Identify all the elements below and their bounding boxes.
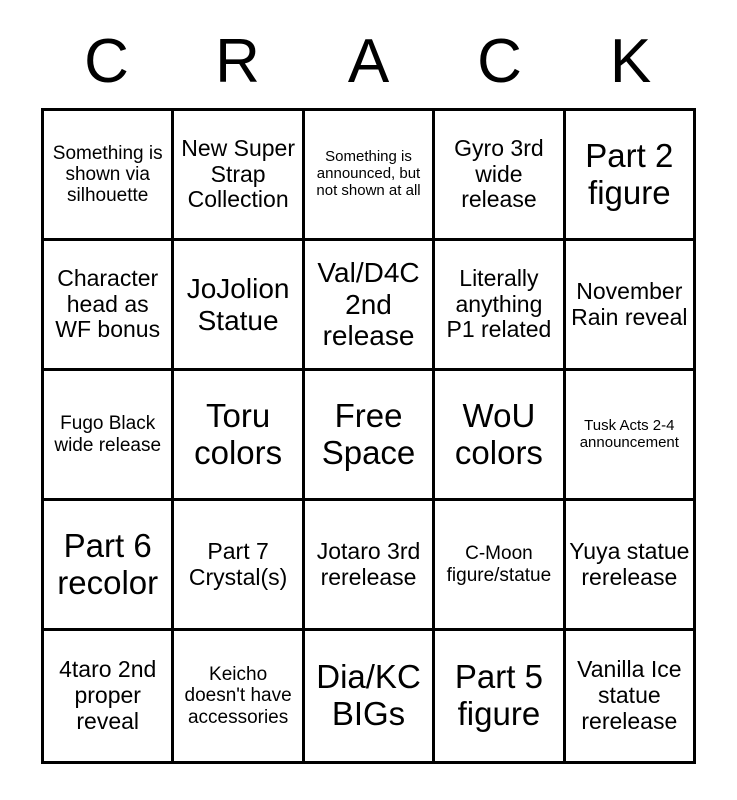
bingo-grid bbox=[41, 108, 696, 764]
bingo-cell-label: Toru colors bbox=[194, 396, 283, 471]
bingo-cell-r4c3[interactable] bbox=[305, 501, 435, 631]
bingo-cell-r3c1[interactable] bbox=[44, 371, 174, 501]
bingo-cell-label: JoJolion Statue bbox=[186, 273, 290, 336]
bingo-cell-label: Dia/KC BIGs bbox=[316, 658, 421, 732]
bingo-cell-label: Part 5 figure bbox=[454, 658, 543, 732]
bingo-cell-label: Fugo Black wide release bbox=[54, 413, 162, 456]
bingo-cell-r4c2[interactable] bbox=[174, 501, 304, 631]
bingo-cell-label: Something is announced, but not shown at all bbox=[316, 148, 421, 199]
bingo-cell-r5c1[interactable] bbox=[44, 631, 174, 761]
bingo-cell-label: Val/D4C 2nd release bbox=[317, 257, 420, 352]
bingo-cell-r4c5[interactable] bbox=[566, 501, 693, 631]
bingo-row-4 bbox=[44, 501, 693, 631]
bingo-cell-label: Yuya statue rerelease bbox=[569, 537, 690, 590]
bingo-cell-r1c4[interactable] bbox=[435, 111, 565, 241]
bingo-cell-r4c4[interactable] bbox=[435, 501, 565, 631]
bingo-cell-r5c2[interactable] bbox=[174, 631, 304, 761]
header-letter-2: R bbox=[215, 27, 260, 96]
bingo-cell-r1c5[interactable] bbox=[566, 111, 693, 241]
header-letter-1: C bbox=[84, 27, 129, 96]
bingo-cell-label: Keicho doesn't have accessories bbox=[184, 664, 292, 728]
bingo-cell-label: WoU colors bbox=[454, 396, 543, 471]
bingo-cell-r3c5[interactable] bbox=[566, 371, 693, 501]
header-letter-5: K bbox=[609, 27, 652, 96]
header-letter-4: C bbox=[477, 27, 522, 96]
bingo-row-3 bbox=[44, 371, 693, 501]
bingo-cell-r4c1[interactable] bbox=[44, 501, 174, 631]
bingo-cell-label: Part 7 Crystal(s) bbox=[188, 537, 288, 590]
bingo-cell-label: Character head as WF bonus bbox=[55, 264, 161, 343]
bingo-cell-r1c2[interactable] bbox=[174, 111, 304, 241]
bingo-cell-r5c3[interactable] bbox=[305, 631, 435, 761]
bingo-cell-label: Jotaro 3rd rerelease bbox=[316, 537, 421, 590]
bingo-row-2 bbox=[44, 241, 693, 371]
bingo-cell-label: Free Space bbox=[321, 396, 416, 471]
bingo-cell-label: Tusk Acts 2-4 announcement bbox=[579, 416, 679, 451]
bingo-cell-label: 4taro 2nd proper reveal bbox=[59, 656, 157, 734]
bingo-cell-r5c4[interactable] bbox=[435, 631, 565, 761]
bingo-row-5 bbox=[44, 631, 693, 761]
bingo-cell-label: Literally anything P1 related bbox=[446, 264, 552, 343]
bingo-cell-r2c2[interactable] bbox=[174, 241, 304, 371]
bingo-cell-label: Part 2 figure bbox=[585, 136, 674, 211]
bingo-cell-r2c4[interactable] bbox=[435, 241, 565, 371]
bingo-cell-label: C-Moon figure/statue bbox=[446, 543, 552, 586]
bingo-cell-r2c1[interactable] bbox=[44, 241, 174, 371]
bingo-cell-label: Part 6 recolor bbox=[57, 526, 159, 601]
bingo-cell-r3c4[interactable] bbox=[435, 371, 565, 501]
bingo-cell-label: November Rain reveal bbox=[571, 277, 688, 330]
bingo-cell-label: Something is shown via silhouette bbox=[52, 142, 163, 207]
bingo-cell-r3c2[interactable] bbox=[174, 371, 304, 501]
bingo-row-1 bbox=[44, 111, 693, 241]
bingo-cell-r1c1[interactable] bbox=[44, 111, 174, 241]
bingo-cell-r1c3[interactable] bbox=[305, 111, 435, 241]
bingo-cell-r5c5[interactable] bbox=[566, 631, 693, 761]
bingo-cell-r2c5[interactable] bbox=[566, 241, 693, 371]
bingo-cell-label: Vanilla Ice statue rerelease bbox=[577, 656, 682, 734]
bingo-cell-label: Gyro 3rd wide release bbox=[454, 134, 544, 213]
bingo-cell-free-space[interactable] bbox=[305, 371, 435, 501]
bingo-cell-label: New Super Strap Collection bbox=[181, 134, 295, 213]
header-letter-3: A bbox=[347, 27, 390, 96]
bingo-cell-r2c3[interactable] bbox=[305, 241, 435, 371]
bingo-header bbox=[41, 26, 696, 98]
